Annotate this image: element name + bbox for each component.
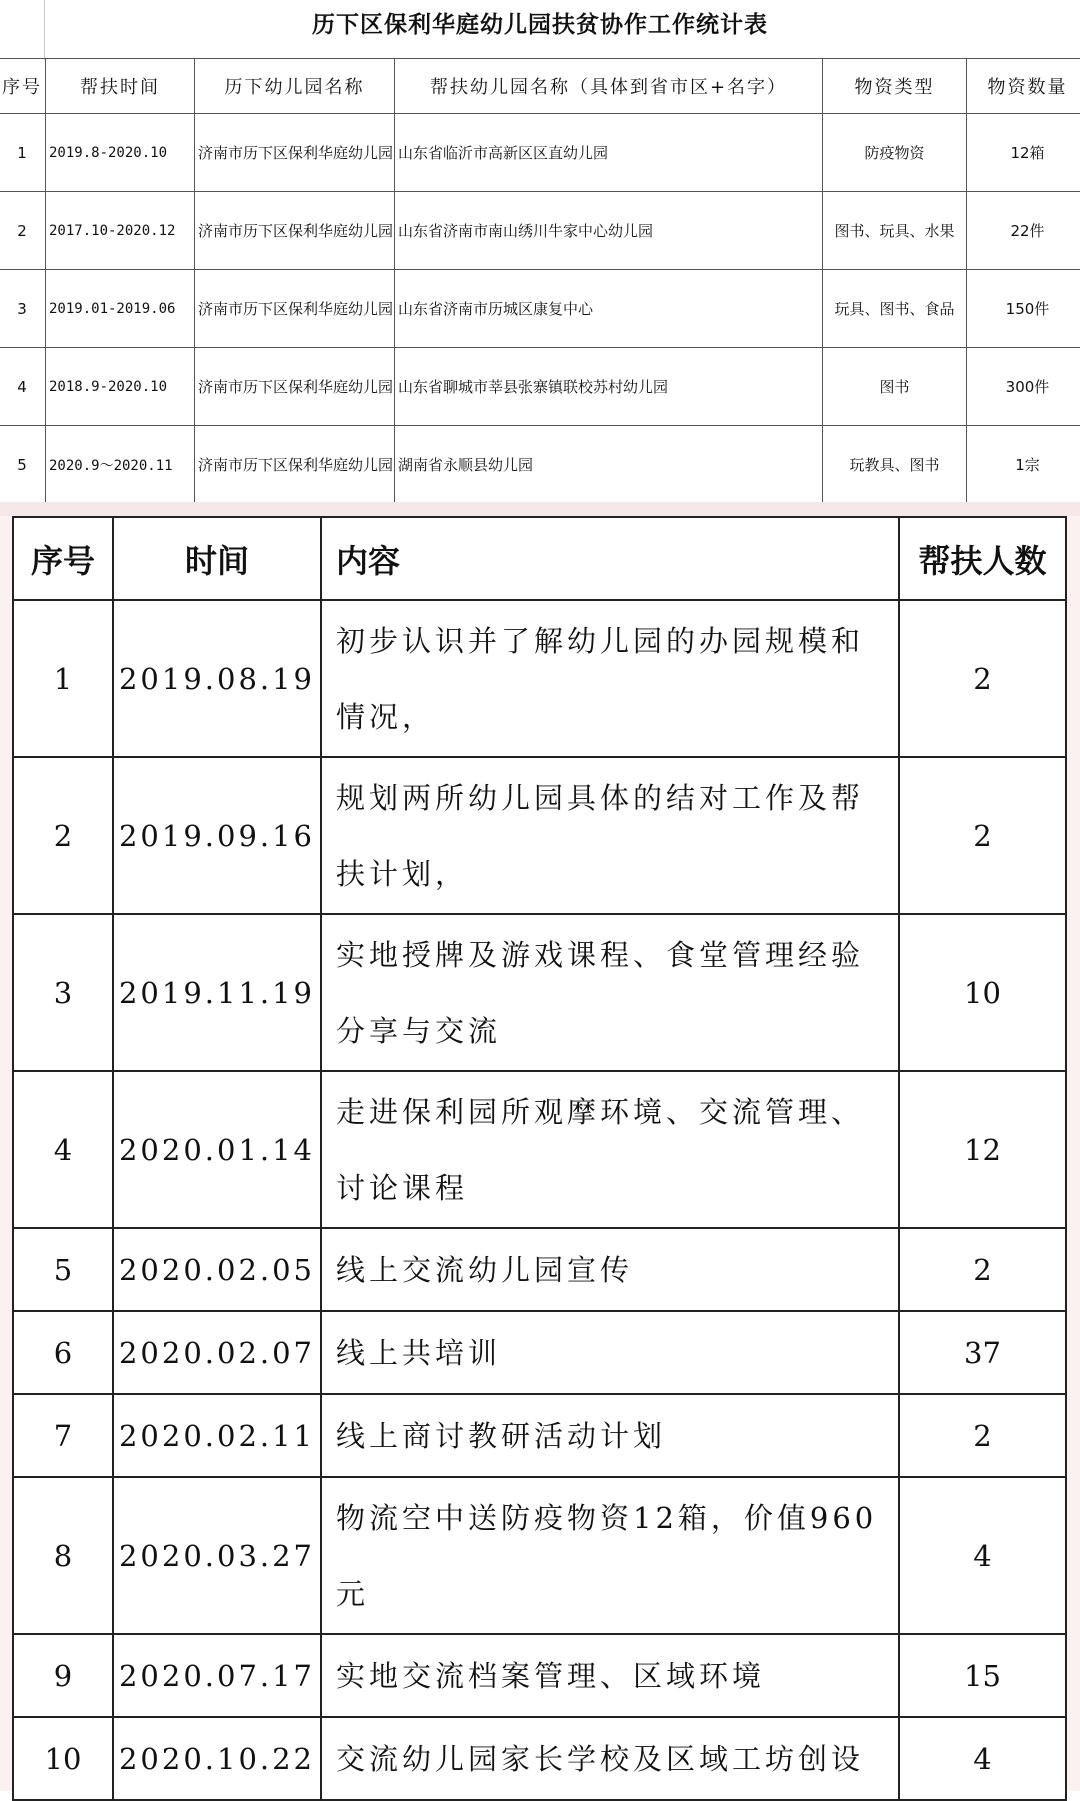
cell-period: 2019.01-2019.06 <box>46 270 195 348</box>
cell-people: 2 <box>899 1228 1066 1311</box>
cell-index: 5 <box>13 1228 113 1311</box>
cell-supported-kindergarten: 山东省聊城市莘县张寨镇联校苏村幼儿园 <box>395 348 823 426</box>
cell-material-type: 图书 <box>823 348 967 426</box>
cell-material-type: 玩具、图书、食品 <box>823 270 967 348</box>
cell-date: 2020.01.14 <box>113 1071 321 1228</box>
table1-row <box>0 426 1080 504</box>
cell-index: 1 <box>0 114 46 192</box>
cell-period: 2020.9～2020.11 <box>46 426 195 504</box>
cell-index: 9 <box>13 1634 113 1717</box>
activity-log-table <box>12 516 1067 1801</box>
table1-header-supported-kindergarten: 帮扶幼儿园名称（具体到省市区+名字） <box>395 59 823 114</box>
support-statistics-table <box>0 58 1080 503</box>
cell-people: 12 <box>899 1071 1066 1228</box>
cell-people: 4 <box>899 1717 1066 1800</box>
cell-period: 2017.10-2020.12 <box>46 192 195 270</box>
cell-content: 走进保利园所观摩环境、交流管理、讨论课程 <box>321 1071 899 1228</box>
cell-material-type: 图书、玩具、水果 <box>823 192 967 270</box>
cell-material-qty: 12箱 <box>967 114 1080 192</box>
table2-row <box>13 757 1066 914</box>
cell-index: 2 <box>0 192 46 270</box>
table1-header-material-type: 物资类型 <box>823 59 967 114</box>
cell-content: 交流幼儿园家长学校及区域工坊创设 <box>321 1717 899 1800</box>
cell-period: 2019.8-2020.10 <box>46 114 195 192</box>
cell-people: 2 <box>899 757 1066 914</box>
table2-header-index: 序号 <box>13 517 113 600</box>
table2-row <box>13 1311 1066 1394</box>
cell-supported-kindergarten: 湖南省永顺县幼儿园 <box>395 426 823 504</box>
cell-date: 2019.09.16 <box>113 757 321 914</box>
cell-content: 规划两所幼儿园具体的结对工作及帮扶计划， <box>321 757 899 914</box>
cell-material-type: 玩教具、图书 <box>823 426 967 504</box>
cell-index: 4 <box>13 1071 113 1228</box>
divider-strip <box>0 502 1080 516</box>
cell-material-qty: 22件 <box>967 192 1080 270</box>
table1-header-material-qty: 物资数量 <box>967 59 1080 114</box>
cell-date: 2020.02.11 <box>113 1394 321 1477</box>
cell-lixia-kindergarten: 济南市历下区保利华庭幼儿园 <box>195 270 395 348</box>
cell-period: 2018.9-2020.10 <box>46 348 195 426</box>
cell-material-type: 防疫物资 <box>823 114 967 192</box>
cell-people: 37 <box>899 1311 1066 1394</box>
table2-row <box>13 914 1066 1071</box>
table1-header-row <box>0 59 1080 114</box>
cell-index: 1 <box>13 600 113 757</box>
table2-row <box>13 1394 1066 1477</box>
table1-row <box>0 192 1080 270</box>
table2-row <box>13 1071 1066 1228</box>
table1-header-period: 帮扶时间 <box>46 59 195 114</box>
cell-index: 3 <box>13 914 113 1071</box>
cell-people: 2 <box>899 1394 1066 1477</box>
cell-date: 2019.08.19 <box>113 600 321 757</box>
cell-people: 15 <box>899 1634 1066 1717</box>
table2-row <box>13 1228 1066 1311</box>
cell-people: 2 <box>899 600 1066 757</box>
cell-index: 3 <box>0 270 46 348</box>
cell-material-qty: 300件 <box>967 348 1080 426</box>
cell-lixia-kindergarten: 济南市历下区保利华庭幼儿园 <box>195 192 395 270</box>
table2-row <box>13 1634 1066 1717</box>
table1-header-lixia-kindergarten: 历下幼儿园名称 <box>195 59 395 114</box>
table2-header-people: 帮扶人数 <box>899 517 1066 600</box>
table1-row <box>0 270 1080 348</box>
cell-index: 4 <box>0 348 46 426</box>
table1-title: 历下区保利华庭幼儿园扶贫协作工作统计表 <box>0 6 1080 39</box>
cell-people: 10 <box>899 914 1066 1071</box>
cell-supported-kindergarten: 山东省临沂市高新区区直幼儿园 <box>395 114 823 192</box>
cell-lixia-kindergarten: 济南市历下区保利华庭幼儿园 <box>195 426 395 504</box>
cell-index: 6 <box>13 1311 113 1394</box>
cell-people: 4 <box>899 1477 1066 1634</box>
table2-row <box>13 1717 1066 1800</box>
activity-log-section <box>0 502 1080 1791</box>
cell-index: 5 <box>0 426 46 504</box>
cell-content: 线上共培训 <box>321 1311 899 1394</box>
cell-index: 7 <box>13 1394 113 1477</box>
table2-header-content: 内容 <box>321 517 899 600</box>
cell-date: 2019.11.19 <box>113 914 321 1071</box>
cell-date: 2020.03.27 <box>113 1477 321 1634</box>
cell-index: 2 <box>13 757 113 914</box>
cell-material-qty: 1宗 <box>967 426 1080 504</box>
cell-date: 2020.10.22 <box>113 1717 321 1800</box>
cell-material-qty: 150件 <box>967 270 1080 348</box>
cell-content: 初步认识并了解幼儿园的办园规模和情况， <box>321 600 899 757</box>
table1-header-index: 序号 <box>0 59 46 114</box>
cell-content: 实地授牌及游戏课程、食堂管理经验分享与交流 <box>321 914 899 1071</box>
support-statistics-section <box>0 0 1080 502</box>
table1-row <box>0 348 1080 426</box>
cell-content: 线上商讨教研活动计划 <box>321 1394 899 1477</box>
cell-lixia-kindergarten: 济南市历下区保利华庭幼儿园 <box>195 348 395 426</box>
cell-content: 线上交流幼儿园宣传 <box>321 1228 899 1311</box>
cell-index: 10 <box>13 1717 113 1800</box>
cell-supported-kindergarten: 山东省济南市历城区康复中心 <box>395 270 823 348</box>
cell-supported-kindergarten: 山东省济南市南山绣川牛家中心幼儿园 <box>395 192 823 270</box>
cell-lixia-kindergarten: 济南市历下区保利华庭幼儿园 <box>195 114 395 192</box>
table2-header-row <box>13 517 1066 600</box>
table2-row <box>13 600 1066 757</box>
cell-date: 2020.02.07 <box>113 1311 321 1394</box>
table2-header-date: 时间 <box>113 517 321 600</box>
table2-row <box>13 1477 1066 1634</box>
cell-content: 实地交流档案管理、区域环境 <box>321 1634 899 1717</box>
table1-row <box>0 114 1080 192</box>
cell-date: 2020.07.17 <box>113 1634 321 1717</box>
cell-index: 8 <box>13 1477 113 1634</box>
cell-date: 2020.02.05 <box>113 1228 321 1311</box>
cell-content: 物流空中送防疫物资12箱，价值960元 <box>321 1477 899 1634</box>
